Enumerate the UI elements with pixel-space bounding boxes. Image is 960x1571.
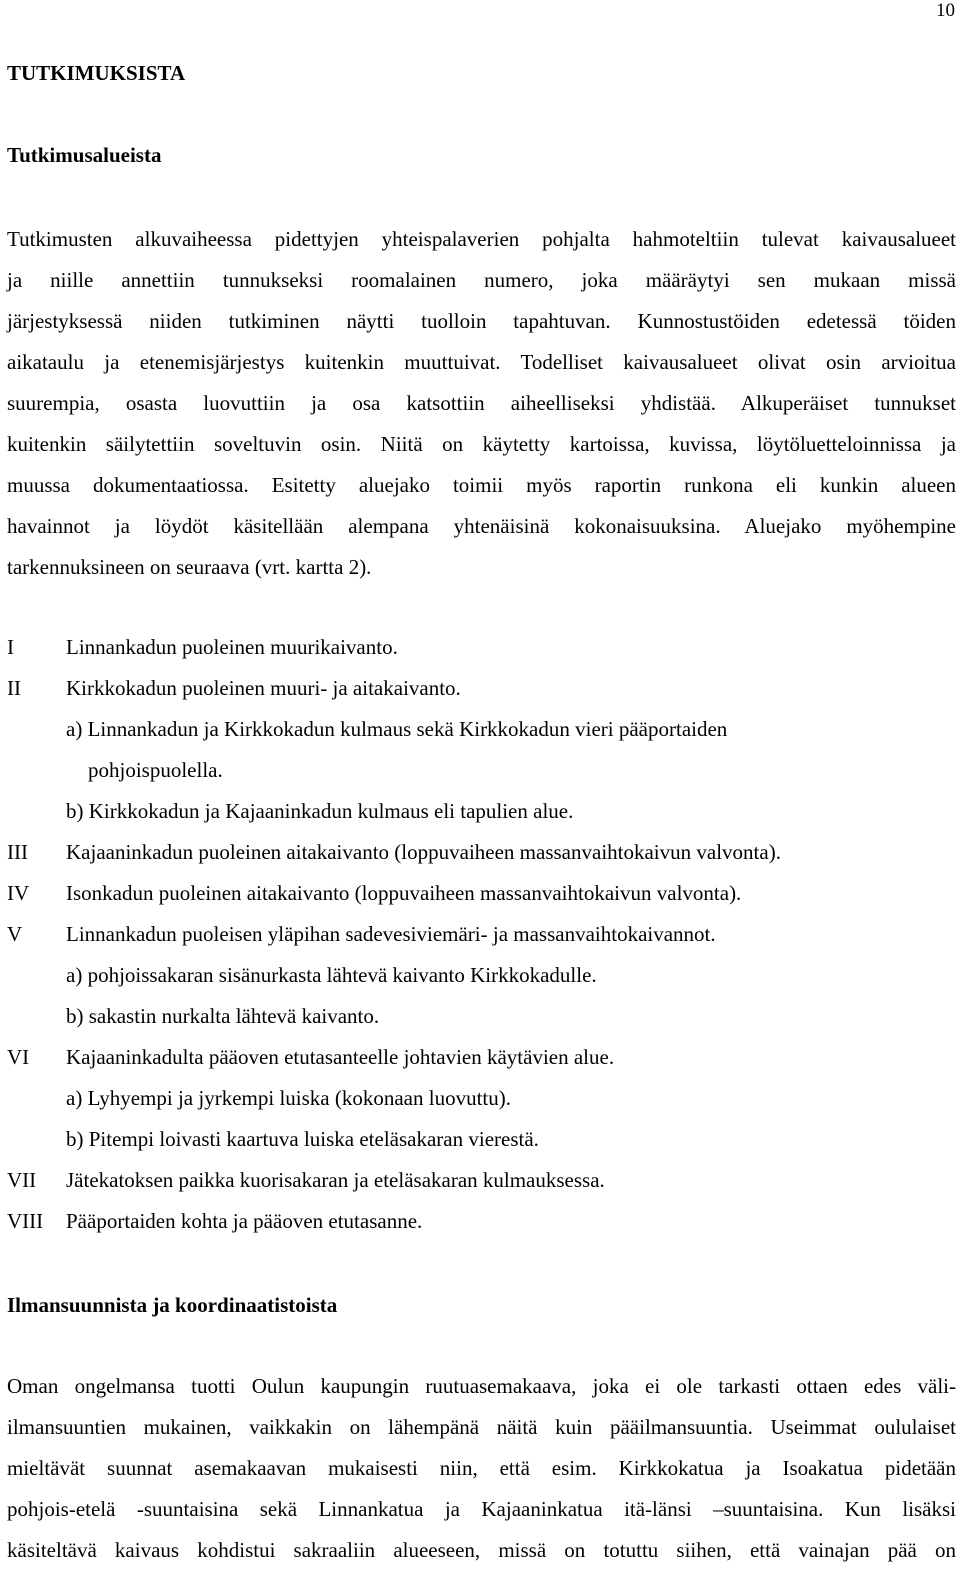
area-description: Kirkkokadun puoleinen muuri- ja aitakaivanto. [66, 676, 461, 700]
page-number: 10 [936, 0, 955, 21]
list-item [7, 996, 952, 1037]
list-item [7, 709, 952, 750]
paragraph-line: tarkennuksineen on seuraava (vrt. kartta 2). [7, 555, 372, 579]
area-numeral: VI [7, 1045, 30, 1069]
area-description: Linnankadun puoleinen muurikaivanto. [66, 635, 398, 659]
area-description: Isonkadun puoleinen aitakaivanto (loppuvaiheen massanvaihtokaivun valvonta). [66, 881, 742, 905]
area-description: a) Linnankadun ja Kirkkokadun kulmaus sekä Kirkkokadun vieri pääportaiden [66, 717, 728, 741]
list-item [7, 750, 952, 791]
paragraph-line: järjestyksessä niiden tutkiminen näytti tuolloin tapahtuvan. Kunnostustöiden edetessä töiden [7, 309, 956, 333]
area-description: Linnankadun puoleisen yläpihan sadevesiviemäri- ja massanvaihtokaivannot. [66, 922, 716, 946]
area-description: Kajaaninkadun puoleinen aitakaivanto (loppuvaiheen massanvaihtokaivun valvonta). [66, 840, 781, 864]
paragraph-line: havainnot ja löydöt käsitellään alempana yhtenäisinä kokonaisuuksina. Aluejako myöhempine [7, 514, 956, 538]
paragraph-line: aikataulu ja etenemisjärjestys kuitenkin muuttuivat. Todelliset kaivausalueet olivat osin arvioitua [7, 350, 956, 374]
area-description: b) Pitempi loivasti kaartuva luiska eteläsakaran vierestä. [66, 1127, 539, 1151]
area-description: Jätekatoksen paikka kuorisakaran ja eteläsakaran kulmauksessa. [66, 1168, 605, 1192]
list-item [7, 1119, 952, 1160]
paragraph-line: ilmansuuntien mukainen, vaikkakin on lähempänä näitä kuin pääilmansuuntia. Useimmat oululaiset [7, 1415, 956, 1439]
list-item [7, 914, 952, 955]
area-numeral: I [7, 635, 14, 659]
paragraph-line: muussa dokumentaatiossa. Esitetty aluejako toimii myös raportin runkona eli kunkin alueen [7, 473, 956, 497]
paragraph-line: Tutkimusten alkuvaiheessa pidettyjen yhteispalaverien pohjalta hahmoteltiin tulevat kaivausalueet [7, 227, 956, 251]
section-heading-ilmansuunnista: Ilmansuunnista ja koordinaatistoista [7, 1293, 338, 1317]
paragraph-ilmansuunnista [7, 1366, 956, 1571]
chapter-heading: TUTKIMUKSISTA [7, 61, 186, 85]
area-numeral: VIII [7, 1209, 44, 1233]
list-item [7, 832, 952, 873]
list-item [7, 1201, 952, 1242]
paragraph-line: suurempia, osasta luovuttiin ja osa katsottiin aiheelliseksi yhdistää. Alkuperäiset tunnukset [7, 391, 956, 415]
area-numeral: II [7, 676, 21, 700]
list-item [7, 668, 952, 709]
paragraph-line: ja niille annettiin tunnukseksi roomalainen numero, joka määräytyi sen mukaan missä [7, 268, 956, 292]
area-numeral: III [7, 840, 28, 864]
paragraph-line: pohjois-etelä -suuntaisina sekä Linnankatua ja Kajaaninkatua itä-länsi –suuntaisina. Kun lisäksi [7, 1497, 956, 1521]
paragraph-line: mieltävät suunnat asemakaavan mukaisesti niin, että esim. Kirkkokatua ja Isoakatua pidetään [7, 1456, 956, 1480]
list-item [7, 791, 952, 832]
paragraph-tutkimusalueista [7, 219, 956, 588]
list-item [7, 627, 952, 668]
paragraph-line: käsiteltävä kaivaus kohdistui sakraaliin alueeseen, missä on totuttu siihen, että vainajan pää on [7, 1538, 956, 1562]
list-item [7, 1037, 952, 1078]
area-description: Kajaaninkadulta pääoven etutasanteelle johtavien käytävien alue. [66, 1045, 615, 1069]
paragraph-line: kuitenkin säilytettiin soveltuvin osin. Niitä on käytetty kartoissa, kuvissa, löytöluetteloinnissa ja [7, 432, 956, 456]
list-item [7, 955, 952, 996]
list-item [7, 1078, 952, 1119]
area-description: b) sakastin nurkalta lähtevä kaivanto. [66, 1004, 380, 1028]
area-numeral: IV [7, 881, 30, 905]
list-item [7, 1160, 952, 1201]
area-description: Pääportaiden kohta ja pääoven etutasanne. [66, 1209, 423, 1233]
area-description: a) pohjoissakaran sisänurkasta lähtevä kaivanto Kirkkokadulle. [66, 963, 597, 987]
area-description: pohjoispuolella. [88, 758, 223, 782]
section-heading-tutkimusalueista: Tutkimusalueista [7, 143, 162, 167]
area-description: b) Kirkkokadun ja Kajaaninkadun kulmaus eli tapulien alue. [66, 799, 574, 823]
paragraph-line: Oman ongelmansa tuotti Oulun kaupungin ruutuasemakaava, joka ei ole tarkasti ottaen edes väli- [7, 1374, 956, 1398]
list-item [7, 873, 952, 914]
area-list [7, 627, 952, 1242]
area-description: a) Lyhyempi ja jyrkempi luiska (kokonaan luovuttu). [66, 1086, 511, 1110]
area-numeral: VII [7, 1168, 37, 1192]
area-numeral: V [7, 922, 23, 946]
